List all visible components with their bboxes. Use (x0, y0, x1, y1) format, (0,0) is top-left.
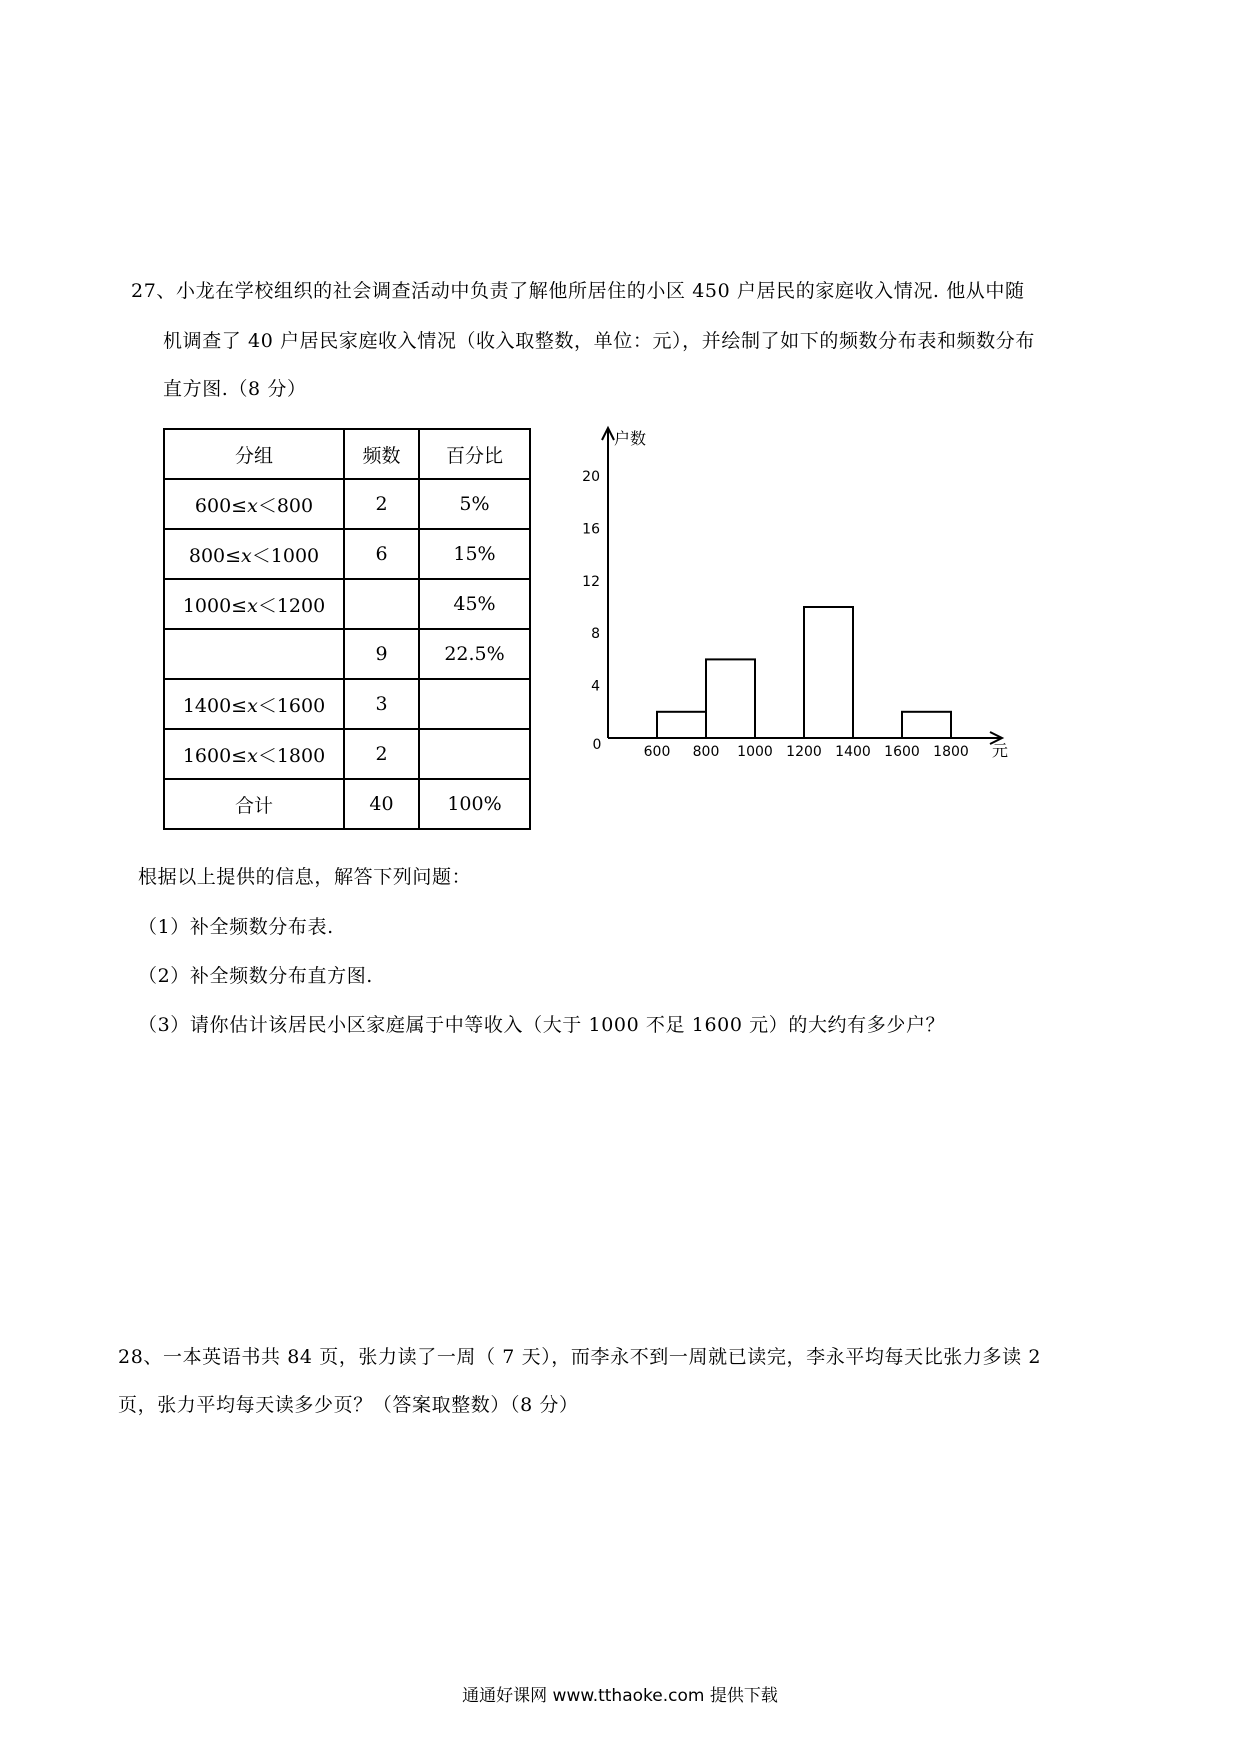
x-tick-1000: 1000 (737, 744, 773, 760)
histogram-bars (657, 607, 951, 738)
percent-cell (419, 679, 530, 729)
q27-line-2: 机调查了 40 户居民家庭收入情况（收入取整数，单位：元），并绘制了如下的频数分布表和频数分布 (163, 330, 1035, 352)
question-2: （2）补全频数分布直方图. (138, 965, 373, 987)
questions-intro: 根据以上提供的信息，解答下列问题： (138, 866, 472, 888)
frequency-cell: 6 (344, 529, 419, 579)
group-cell: 800≤x＜1000 (164, 529, 344, 579)
x-axis-label: 元 (992, 741, 1009, 760)
histogram-bar-600-800 (657, 712, 706, 738)
table-row (164, 629, 530, 679)
percent-cell: 22.5% (419, 629, 530, 679)
table-row (164, 529, 530, 579)
group-cell: 1000≤x＜1200 (164, 579, 344, 629)
frequency-table (163, 428, 531, 830)
histogram-bar-1600-1800 (902, 712, 951, 738)
header-group: 分组 (164, 429, 344, 479)
percent-cell: 5% (419, 479, 530, 529)
y-tick-4: 4 (591, 678, 600, 695)
x-tick-1200: 1200 (786, 744, 822, 760)
frequency-cell: 2 (344, 729, 419, 779)
x-tick-800: 800 (692, 744, 720, 760)
frequency-cell: 2 (344, 479, 419, 529)
frequency-cell: 9 (344, 629, 419, 679)
header-percent: 百分比 (419, 429, 530, 479)
frequency-cell (344, 579, 419, 629)
percent-cell: 45% (419, 579, 530, 629)
question-1: （1）补全频数分布表. (138, 916, 334, 938)
y-tick-16: 16 (582, 521, 600, 538)
percent-cell: 15% (419, 529, 530, 579)
table-row (164, 729, 530, 779)
table-row (164, 679, 530, 729)
q27-line-3: 直方图.（8 分） (163, 378, 307, 400)
question-3: （3）请你估计该居民小区家庭属于中等收入（大于 1000 不足 1600 元）的大约有多少户？ (138, 1014, 946, 1036)
table-header-row (164, 429, 530, 479)
origin-label: 0 (592, 737, 602, 753)
group-cell (164, 629, 344, 679)
total-label: 合计 (164, 779, 344, 829)
x-tick-labels (644, 744, 969, 760)
total-frequency: 40 (344, 779, 419, 829)
q28-line-2: 页，张力平均每天读多少页？（答案取整数）（8 分） (118, 1394, 579, 1416)
x-tick-600: 600 (643, 744, 671, 760)
page-footer: 通通好课网 www.tthaoke.com 提供下载 (462, 1686, 778, 1706)
total-percent: 100% (419, 779, 530, 829)
y-tick-8: 8 (591, 626, 600, 643)
y-tick-labels (582, 469, 600, 695)
q28-line-1: 28、一本英语书共 84 页，张力读了一周（ 7 天），而李永不到一周就已读完，李永平均每天比张力多读 2 (118, 1346, 1042, 1368)
y-axis-label: 户数 (614, 429, 647, 448)
frequency-cell: 3 (344, 679, 419, 729)
y-tick-20: 20 (582, 469, 600, 485)
percent-cell (419, 729, 530, 779)
q27-line-1: 27、小龙在学校组织的社会调查活动中负责了解他所居住的小区 450 户居民的家庭收入情况. 他从中随 (131, 280, 1025, 302)
group-cell: 1400≤x＜1600 (164, 679, 344, 729)
y-tick-12: 12 (582, 573, 600, 590)
table-total-row (164, 779, 530, 829)
header-frequency: 频数 (344, 429, 419, 479)
table-row (164, 479, 530, 529)
histogram-chart (570, 420, 1030, 770)
histogram-bar-1200-1400 (804, 607, 853, 738)
histogram-bar-800-1000 (706, 659, 755, 738)
x-tick-1600: 1600 (884, 744, 920, 760)
x-tick-1800: 1800 (933, 744, 969, 760)
x-tick-1400: 1400 (835, 744, 871, 760)
group-cell: 1600≤x＜1800 (164, 729, 344, 779)
group-cell: 600≤x＜800 (164, 479, 344, 529)
table-row (164, 579, 530, 629)
